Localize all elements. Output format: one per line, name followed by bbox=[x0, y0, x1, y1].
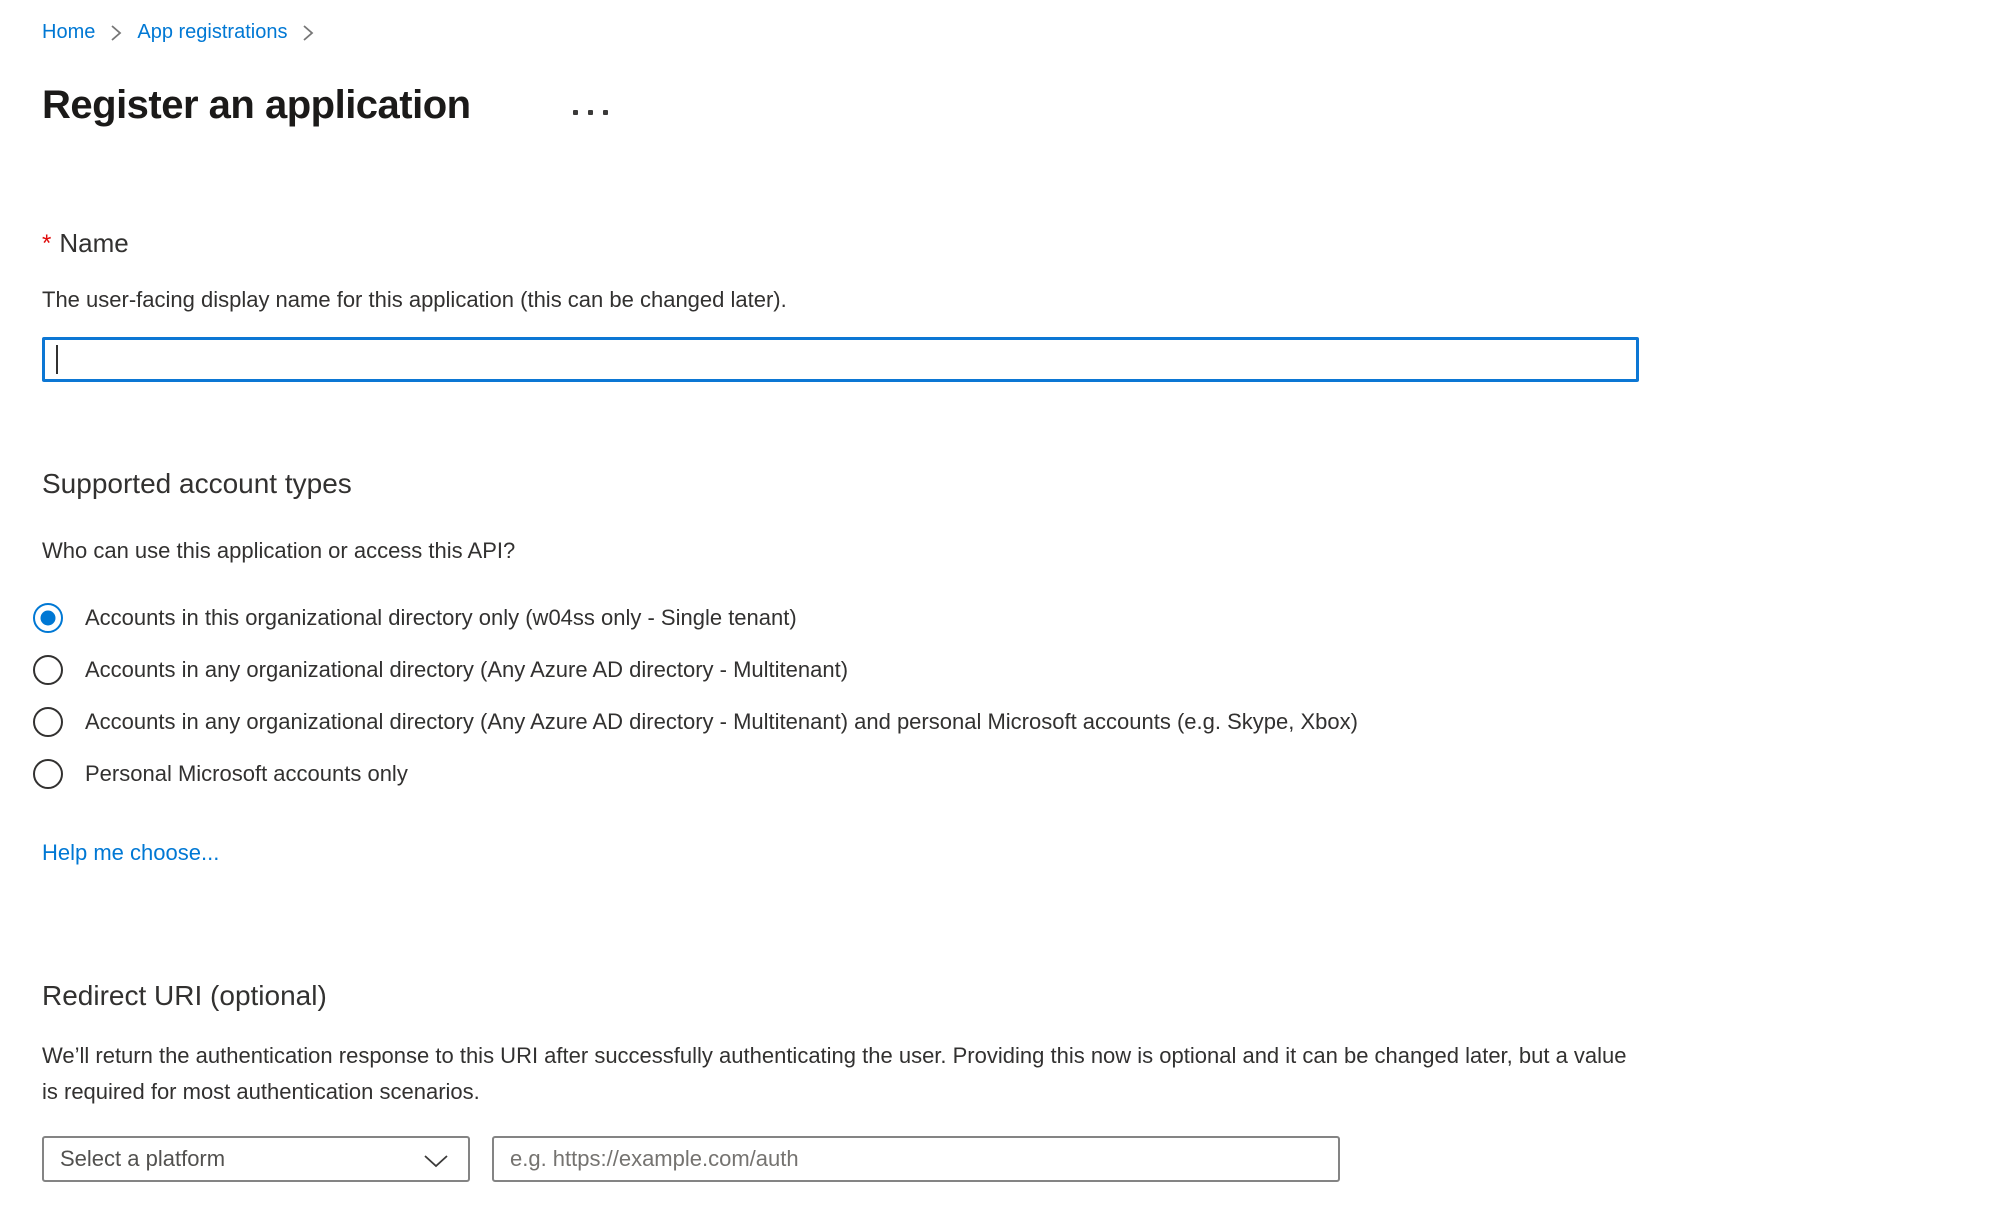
account-type-radio-group bbox=[33, 592, 2006, 800]
chevron-right-icon bbox=[301, 22, 315, 44]
radio-button-icon bbox=[33, 603, 63, 633]
platform-select[interactable] bbox=[42, 1136, 470, 1182]
redirect-uri-input[interactable] bbox=[492, 1136, 1340, 1182]
radio-button-icon bbox=[33, 707, 63, 737]
redirect-uri-heading: Redirect URI (optional) bbox=[42, 980, 327, 1011]
redirect-uri-controls bbox=[42, 1136, 2006, 1182]
name-input-wrap bbox=[42, 337, 1639, 382]
help-me-choose-link[interactable]: Help me choose... bbox=[42, 840, 220, 865]
breadcrumb bbox=[42, 18, 2006, 46]
text-caret bbox=[56, 345, 58, 374]
radio-option-label: Accounts in any organizational directory (Any Azure AD directory - Multitenant) and personal Microsoft accounts (e.g. Skype, Xbox) bbox=[85, 709, 1358, 734]
more-dot bbox=[588, 110, 593, 115]
breadcrumb-app-registrations-link[interactable]: App registrations bbox=[137, 21, 288, 43]
radio-option-label: Accounts in any organizational directory (Any Azure AD directory - Multitenant) bbox=[85, 657, 849, 682]
app-name-input[interactable] bbox=[42, 337, 1639, 382]
more-dot bbox=[573, 110, 578, 115]
supported-account-types-section bbox=[42, 468, 2006, 866]
name-description: The user-facing display name for this application (this can be changed later). bbox=[42, 287, 787, 312]
more-dot bbox=[603, 110, 608, 115]
radio-option-single-tenant[interactable] bbox=[33, 592, 2006, 644]
account-types-question: Who can use this application or access this API? bbox=[42, 538, 516, 563]
redirect-uri-section bbox=[42, 980, 2006, 1182]
radio-option-label: Accounts in this organizational directory only (w04ss only - Single tenant) bbox=[85, 605, 797, 630]
radio-option-personal-only[interactable] bbox=[33, 748, 2006, 800]
page-title: Register an application bbox=[42, 83, 471, 127]
title-row bbox=[42, 78, 2006, 132]
radio-option-multitenant-personal[interactable] bbox=[33, 696, 2006, 748]
chevron-down-icon bbox=[422, 1153, 450, 1169]
platform-select-value: Select a platform bbox=[60, 1146, 226, 1171]
more-icon[interactable] bbox=[573, 110, 608, 115]
radio-option-label: Personal Microsoft accounts only bbox=[85, 761, 408, 786]
radio-option-multitenant[interactable] bbox=[33, 644, 2006, 696]
chevron-right-icon bbox=[109, 22, 123, 44]
radio-button-icon bbox=[33, 655, 63, 685]
redirect-uri-description: We’ll return the authentication response to this URI after successfully authenticating the user. Providing this now is optional and it can be changed later, but a value is required for most authentication scenarios. bbox=[42, 1043, 1627, 1104]
radio-button-icon bbox=[33, 759, 63, 789]
required-asterisk: * bbox=[42, 230, 52, 257]
name-section bbox=[42, 228, 2006, 382]
name-label-text: Name bbox=[59, 228, 129, 258]
breadcrumb-home-link[interactable]: Home bbox=[42, 21, 96, 43]
account-types-heading: Supported account types bbox=[42, 468, 352, 499]
name-label bbox=[42, 228, 2006, 259]
